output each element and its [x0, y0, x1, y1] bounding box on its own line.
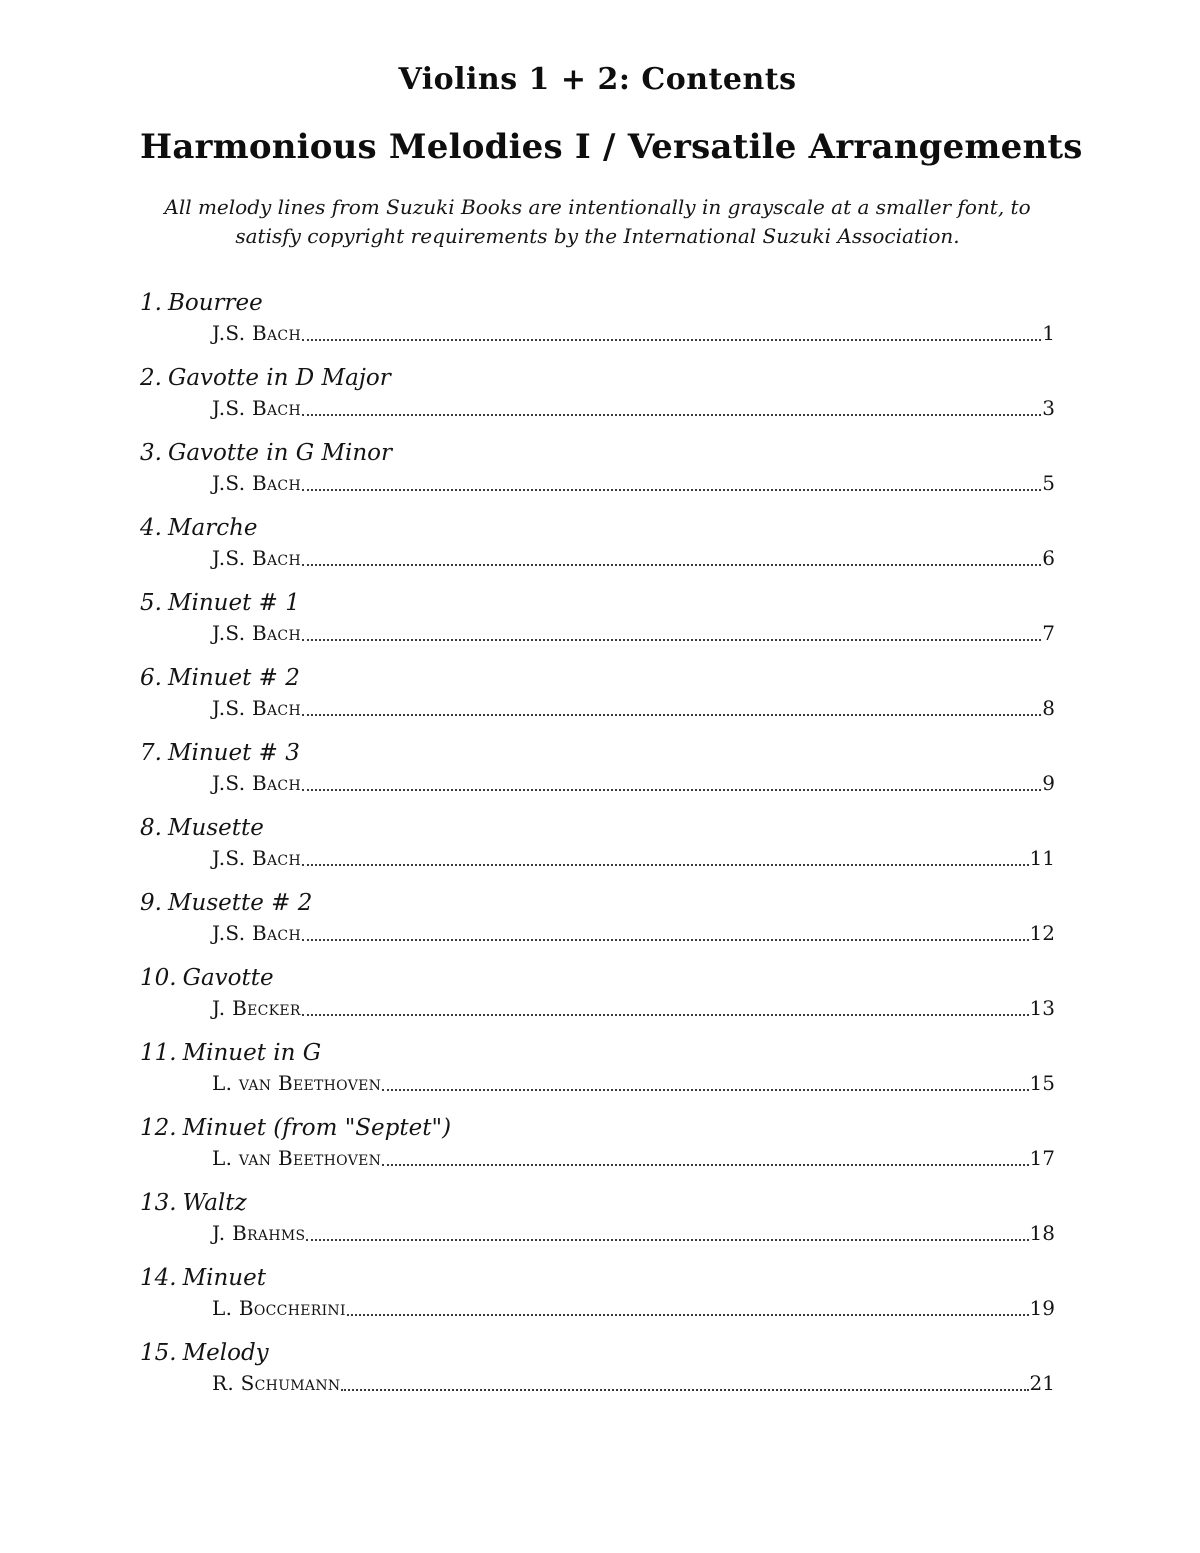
- toc-entry: [140, 1189, 1055, 1246]
- composer-name: J.S. Bach: [212, 396, 301, 420]
- page-number: 5: [1042, 471, 1055, 495]
- composer-name: J.S. Bach: [212, 546, 301, 570]
- dotted-leader: [341, 1389, 1028, 1391]
- entry-name: Minuet (from "Septet"): [182, 1115, 452, 1141]
- entry-number: 11.: [140, 1040, 177, 1066]
- entry-title-line: [140, 589, 1055, 617]
- entry-composer-line: [212, 620, 1055, 646]
- composer-name: L. van Beethoven: [212, 1146, 382, 1170]
- entry-title-line: [140, 1189, 1055, 1217]
- entry-composer-line: [212, 845, 1055, 871]
- entry-number: 6.: [140, 665, 162, 691]
- entry-number: 12.: [140, 1115, 177, 1141]
- toc-entry: [140, 664, 1055, 721]
- toc-entry: [140, 439, 1055, 496]
- page-number: 7: [1042, 621, 1055, 645]
- entry-title-line: [140, 1264, 1055, 1292]
- toc-entry: [140, 1339, 1055, 1396]
- entry-title-line: [140, 664, 1055, 692]
- composer-name: J.S. Bach: [212, 846, 301, 870]
- entry-title-line: [140, 739, 1055, 767]
- entry-number: 7.: [140, 740, 162, 766]
- entry-number: 4.: [140, 515, 162, 541]
- dotted-leader: [382, 1164, 1028, 1166]
- entry-number: 10.: [140, 965, 177, 991]
- dotted-leader: [302, 1014, 1029, 1016]
- entry-name: Musette # 2: [167, 890, 313, 916]
- entry-composer-line: [212, 920, 1055, 946]
- entry-number: 5.: [140, 590, 162, 616]
- entry-number: 3.: [140, 440, 162, 466]
- dotted-leader: [302, 489, 1041, 491]
- page-title: Violins 1 + 2: Contents: [398, 62, 797, 97]
- entry-name: Minuet # 2: [167, 665, 300, 691]
- page-number: 9: [1042, 771, 1055, 795]
- page-number: 18: [1029, 1221, 1055, 1245]
- entry-name: Minuet # 1: [167, 590, 300, 616]
- toc-entry: [140, 1264, 1055, 1321]
- entry-name: Bourree: [167, 290, 263, 316]
- entry-number: 1.: [140, 290, 162, 316]
- entry-name: Musette: [167, 815, 264, 841]
- entry-title-line: [140, 814, 1055, 842]
- entry-title-line: [140, 964, 1055, 992]
- toc-entry: [140, 964, 1055, 1021]
- entry-number: 2.: [140, 365, 162, 391]
- toc-entry: [140, 364, 1055, 421]
- dotted-leader: [306, 1239, 1028, 1241]
- composer-name: J. Brahms: [212, 1221, 306, 1245]
- toc-entry: [140, 514, 1055, 571]
- entry-name: Minuet: [182, 1265, 266, 1291]
- toc-entry: [140, 889, 1055, 946]
- entry-composer-line: [212, 1370, 1055, 1396]
- entry-name: Marche: [167, 515, 258, 541]
- page-number: 13: [1029, 996, 1055, 1020]
- entry-composer-line: [212, 1220, 1055, 1246]
- composer-name: J.S. Bach: [212, 921, 301, 945]
- entry-name: Gavotte in D Major: [167, 365, 391, 391]
- entry-title-line: [140, 289, 1055, 317]
- entry-composer-line: [212, 470, 1055, 496]
- entry-name: Waltz: [182, 1190, 247, 1216]
- composer-name: J.S. Bach: [212, 471, 301, 495]
- entry-composer-line: [212, 1145, 1055, 1171]
- entry-title-line: [140, 1114, 1055, 1142]
- entry-title-line: [140, 1039, 1055, 1067]
- composer-name: R. Schumann: [212, 1371, 341, 1395]
- entry-composer-line: [212, 1070, 1055, 1096]
- dotted-leader: [382, 1089, 1028, 1091]
- entry-name: Gavotte: [182, 965, 274, 991]
- entry-number: 15.: [140, 1340, 177, 1366]
- composer-name: J.S. Bach: [212, 696, 301, 720]
- copyright-note: All melody lines from Suzuki Books are intentionally in grayscale at a smaller font, to satisfy copyright requirements by the International Suzuki Association.: [164, 195, 1031, 248]
- page-number: 19: [1029, 1296, 1055, 1320]
- entry-composer-line: [212, 545, 1055, 571]
- dotted-leader: [302, 789, 1041, 791]
- book-title: Harmonious Melodies I / Versatile Arrangements: [140, 127, 1083, 167]
- entry-name: Gavotte in G Minor: [167, 440, 393, 466]
- toc-entry: [140, 739, 1055, 796]
- entry-composer-line: [212, 770, 1055, 796]
- entry-name: Melody: [182, 1340, 269, 1366]
- entry-composer-line: [212, 320, 1055, 346]
- toc-entry: [140, 589, 1055, 646]
- toc-entry: [140, 289, 1055, 346]
- entry-title-line: [140, 1339, 1055, 1367]
- composer-name: J. Becker: [212, 996, 301, 1020]
- dotted-leader: [302, 639, 1041, 641]
- composer-name: L. Boccherini: [212, 1296, 346, 1320]
- toc-entry: [140, 814, 1055, 871]
- entry-number: 14.: [140, 1265, 177, 1291]
- composer-name: L. van Beethoven: [212, 1071, 382, 1095]
- entry-number: 8.: [140, 815, 162, 841]
- dotted-leader: [347, 1314, 1029, 1316]
- toc-entry: [140, 1114, 1055, 1171]
- dotted-leader: [302, 864, 1029, 866]
- entry-title-line: [140, 514, 1055, 542]
- page-number: 11: [1029, 846, 1055, 870]
- toc-entry: [140, 1039, 1055, 1096]
- page-number: 6: [1042, 546, 1055, 570]
- composer-name: J.S. Bach: [212, 621, 301, 645]
- page-number: 17: [1029, 1146, 1055, 1170]
- entry-composer-line: [212, 1295, 1055, 1321]
- entry-number: 13.: [140, 1190, 177, 1216]
- entry-composer-line: [212, 695, 1055, 721]
- page-number: 12: [1029, 921, 1055, 945]
- dotted-leader: [302, 339, 1041, 341]
- entry-title-line: [140, 364, 1055, 392]
- page-number: 8: [1042, 696, 1055, 720]
- entry-composer-line: [212, 395, 1055, 421]
- page-number: 15: [1029, 1071, 1055, 1095]
- entry-name: Minuet in G: [182, 1040, 322, 1066]
- entry-composer-line: [212, 995, 1055, 1021]
- dotted-leader: [302, 414, 1041, 416]
- composer-name: J.S. Bach: [212, 771, 301, 795]
- entry-name: Minuet # 3: [167, 740, 300, 766]
- composer-name: J.S. Bach: [212, 321, 301, 345]
- entry-number: 9.: [140, 890, 162, 916]
- dotted-leader: [302, 714, 1041, 716]
- entry-title-line: [140, 889, 1055, 917]
- entry-title-line: [140, 439, 1055, 467]
- dotted-leader: [302, 564, 1041, 566]
- dotted-leader: [302, 939, 1029, 941]
- page-number: 1: [1042, 321, 1055, 345]
- page-number: 21: [1029, 1371, 1055, 1395]
- page-number: 3: [1042, 396, 1055, 420]
- table-of-contents: [140, 289, 1055, 1396]
